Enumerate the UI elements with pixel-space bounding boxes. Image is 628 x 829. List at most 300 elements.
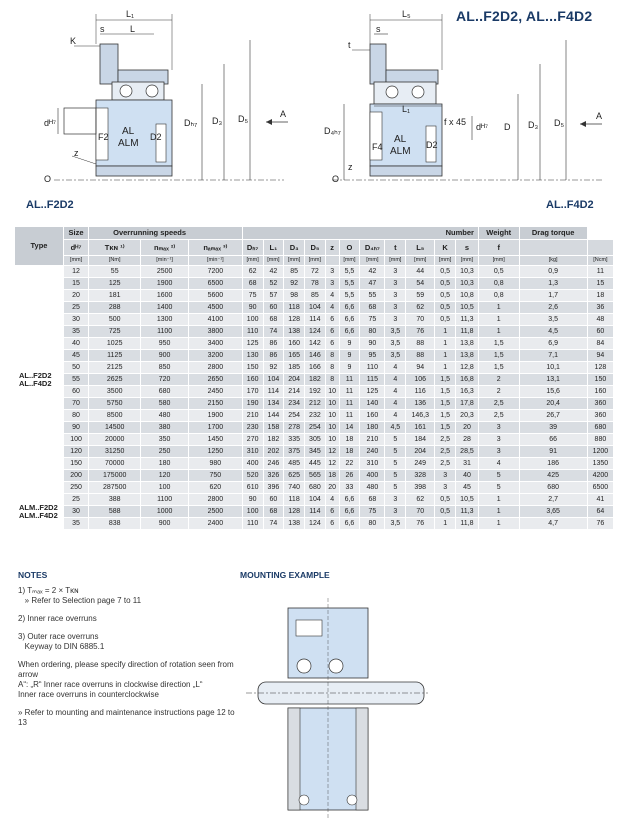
dim-l1-right: L₁ xyxy=(402,104,411,114)
table-cell: 9 xyxy=(339,338,360,350)
table-cell: 480 xyxy=(141,410,189,422)
table-cell: 138 xyxy=(284,326,305,338)
table-cell: 18 xyxy=(325,470,339,482)
table-cell: 9 xyxy=(339,350,360,362)
table-cell: 680 xyxy=(519,482,587,494)
table-cell: 1 xyxy=(435,338,456,350)
table-cell: 1250 xyxy=(188,446,242,458)
table-cell: 180 xyxy=(141,458,189,470)
table-cell: 4 xyxy=(385,374,406,386)
table-cell: 88 xyxy=(406,350,435,362)
col-unit: [mm] xyxy=(360,256,385,266)
table-cell: 12,8 xyxy=(456,362,479,374)
table-row xyxy=(15,434,614,446)
table-cell: 128 xyxy=(284,506,305,518)
table-cell: 620 xyxy=(188,482,242,494)
table-cell: 3,5 xyxy=(385,326,406,338)
table-cell: 3 xyxy=(325,266,339,278)
table-cell: 39 xyxy=(519,422,587,434)
table-cell: 44 xyxy=(406,266,435,278)
col-symbol: Dₕ₇ xyxy=(242,240,263,256)
notes-title: NOTES xyxy=(18,570,48,580)
table-cell: 13,8 xyxy=(456,338,479,350)
table-cell: 3 xyxy=(385,266,406,278)
table-cell: 90 xyxy=(360,338,385,350)
table-cell: 335 xyxy=(284,434,305,446)
dim-z-right: z xyxy=(348,162,353,172)
col-unit: [mm] xyxy=(284,256,305,266)
table-cell: 84 xyxy=(587,338,613,350)
table-cell: 1 xyxy=(435,326,456,338)
table-cell: 0,5 xyxy=(435,302,456,314)
table-cell: 20 xyxy=(456,422,479,434)
dim-s-right: s xyxy=(376,24,381,34)
table-cell: 278 xyxy=(284,422,305,434)
table-cell: 310 xyxy=(360,458,385,470)
table-cell: 98 xyxy=(284,290,305,302)
dim-d5: D₅ xyxy=(238,114,249,124)
table-cell: 360 xyxy=(587,410,613,422)
table-cell: 11 xyxy=(339,398,360,410)
table-cell: 380 xyxy=(141,422,189,434)
table-cell: 192 xyxy=(305,386,326,398)
table-cell: 2 xyxy=(478,386,519,398)
table-cell: 100 xyxy=(242,506,263,518)
table-cell: 240 xyxy=(360,446,385,458)
table-cell: 0,5 xyxy=(478,266,519,278)
header-type: Type xyxy=(15,227,64,266)
table-cell: 68 xyxy=(263,314,284,326)
table-cell: 66 xyxy=(519,434,587,446)
table-cell: 158 xyxy=(263,422,284,434)
order-text-1: When ordering, please specify direction of rotation seen from arrow xyxy=(18,660,234,679)
note-2: 2) Inner race overruns xyxy=(18,614,97,623)
table-cell: 3200 xyxy=(188,350,242,362)
table-cell: 182 xyxy=(305,374,326,386)
table-cell: 130 xyxy=(242,350,263,362)
table-cell: 4,5 xyxy=(519,326,587,338)
table-cell: 328 xyxy=(406,470,435,482)
table-cell: 100 xyxy=(64,434,89,446)
table-cell: 185 xyxy=(284,362,305,374)
table-cell: 165 xyxy=(284,350,305,362)
table-cell: 17,8 xyxy=(456,398,479,410)
table-cell: 3800 xyxy=(188,326,242,338)
table-cell: 3 xyxy=(385,494,406,506)
table-cell: 120 xyxy=(64,446,89,458)
table-cell: 30 xyxy=(64,506,89,518)
table-cell: 8 xyxy=(325,374,339,386)
table-cell: 22 xyxy=(339,458,360,470)
table-cell: 42 xyxy=(360,266,385,278)
table-cell: 125 xyxy=(242,338,263,350)
table-cell: 11,3 xyxy=(456,314,479,326)
table-cell: 4100 xyxy=(188,314,242,326)
table-cell: 5 xyxy=(385,458,406,470)
table-cell: 4 xyxy=(385,362,406,374)
table-cell: 270 xyxy=(242,434,263,446)
table-cell: 25 xyxy=(64,494,89,506)
table-cell: 214 xyxy=(284,386,305,398)
dim-d: D xyxy=(504,122,511,132)
table-cell: 16,8 xyxy=(456,374,479,386)
col-unit: [mm] xyxy=(456,256,479,266)
table-cell: 838 xyxy=(89,518,141,530)
table-cell: 60 xyxy=(587,326,613,338)
refer-text: » Refer to mounting and maintenance instructions page 12 to 13 xyxy=(18,708,235,727)
col-symbol: nₘₐₓ ²⁾ xyxy=(141,240,189,256)
table-cell: 4200 xyxy=(587,470,613,482)
table-cell: 3500 xyxy=(89,386,141,398)
table-cell: 142 xyxy=(305,338,326,350)
table-cell: 480 xyxy=(360,482,385,494)
table-cell: 750 xyxy=(188,470,242,482)
table-cell: 1200 xyxy=(587,446,613,458)
table-cell: 75 xyxy=(360,506,385,518)
table-cell: 254 xyxy=(305,422,326,434)
table-cell: 85 xyxy=(305,290,326,302)
dim-k: K xyxy=(70,36,77,46)
dim-d-h7-right: dᴴ⁷ xyxy=(476,122,489,132)
table-cell: 181 xyxy=(89,290,141,302)
table-cell: 75 xyxy=(242,290,263,302)
table-cell: 150 xyxy=(242,362,263,374)
table-cell: 48 xyxy=(587,314,613,326)
table-cell: 85 xyxy=(284,266,305,278)
table-cell: 74 xyxy=(263,326,284,338)
table-cell: 250 xyxy=(141,446,189,458)
table-cell: 150 xyxy=(64,458,89,470)
table-cell: 160 xyxy=(242,374,263,386)
table-cell: 70 xyxy=(406,506,435,518)
table-cell: 388 xyxy=(89,494,141,506)
table-cell: 11 xyxy=(339,374,360,386)
table-cell: 15,6 xyxy=(519,386,587,398)
table-cell: 6 xyxy=(325,314,339,326)
table-cell: 94 xyxy=(406,362,435,374)
table-cell: 88 xyxy=(406,338,435,350)
table-cell: 110 xyxy=(360,362,385,374)
table-cell: 86 xyxy=(263,350,284,362)
table-cell: 1 xyxy=(435,362,456,374)
table-cell: 2,7 xyxy=(519,494,587,506)
table-cell: 1,5 xyxy=(435,398,456,410)
table-cell: 146,3 xyxy=(406,410,435,422)
table-cell: 31 xyxy=(456,458,479,470)
table-cell: 100 xyxy=(141,482,189,494)
header-number: Number xyxy=(242,227,478,240)
table-cell: 2,5 xyxy=(435,446,456,458)
table-cell: 5 xyxy=(478,482,519,494)
label-d2: D2 xyxy=(150,132,162,142)
table-cell: 30 xyxy=(64,314,89,326)
dim-d-h7-cap: Dₕ₇ xyxy=(184,118,198,128)
table-row xyxy=(15,266,614,278)
table-cell: 0,8 xyxy=(478,290,519,302)
table-cell: 92 xyxy=(284,278,305,290)
table-cell: 2800 xyxy=(188,362,242,374)
table-cell: 6,6 xyxy=(339,506,360,518)
col-unit: [mm] xyxy=(263,256,284,266)
table-cell: 3,65 xyxy=(519,506,587,518)
table-cell: 33 xyxy=(339,482,360,494)
table-cell: 1,5 xyxy=(435,410,456,422)
label-alm: ALM xyxy=(118,138,139,149)
table-cell: 5 xyxy=(385,434,406,446)
col-unit: [mm] xyxy=(478,256,519,266)
table-cell: 6500 xyxy=(587,482,613,494)
table-cell: 5,5 xyxy=(339,290,360,302)
table-cell: 3 xyxy=(435,482,456,494)
table-cell: 880 xyxy=(587,434,613,446)
col-unit: [kg] xyxy=(519,256,587,266)
table-cell: 1 xyxy=(478,302,519,314)
table-row xyxy=(15,362,614,374)
table-cell: 1,5 xyxy=(435,422,456,434)
table-cell: 75 xyxy=(360,314,385,326)
table-cell: 106 xyxy=(406,374,435,386)
table-cell: 610 xyxy=(242,482,263,494)
table-cell: 45 xyxy=(456,482,479,494)
table-cell: 184 xyxy=(406,434,435,446)
table-cell: 3,5 xyxy=(519,314,587,326)
header-drag: Drag torque xyxy=(519,227,587,240)
table-cell: 12 xyxy=(325,446,339,458)
col-symbol: f xyxy=(478,240,519,256)
table-cell: 125 xyxy=(360,386,385,398)
table-cell: 182 xyxy=(263,434,284,446)
dim-t: t xyxy=(348,40,351,50)
table-cell: 100 xyxy=(242,314,263,326)
table-cell: 20000 xyxy=(89,434,141,446)
table-cell: 5750 xyxy=(89,398,141,410)
table-cell: 680 xyxy=(587,422,613,434)
arrow-a-right: A xyxy=(596,111,603,121)
table-cell: 161 xyxy=(406,422,435,434)
table-cell: 10 xyxy=(325,410,339,422)
col-symbol: L₅ xyxy=(406,240,435,256)
table-cell: 4,7 xyxy=(519,518,587,530)
order-text-2: A“: „R“ Inner race overruns in clockwise direction „L“ xyxy=(18,680,203,689)
col-unit: [mm] xyxy=(242,256,263,266)
table-cell: 204 xyxy=(284,374,305,386)
table-cell: 124 xyxy=(305,326,326,338)
table-cell: 186 xyxy=(519,458,587,470)
table-cell: 5 xyxy=(385,446,406,458)
type-cell: AL..F2D2 AL..F4D2 xyxy=(15,266,64,494)
table-cell: 3 xyxy=(385,314,406,326)
table-cell: 1450 xyxy=(188,434,242,446)
table-cell: 18 xyxy=(339,434,360,446)
table-cell: 4 xyxy=(385,398,406,410)
table-cell: 62 xyxy=(242,266,263,278)
table-cell: 2650 xyxy=(188,374,242,386)
page-heading: AL..F2D2, AL...F4D2 xyxy=(456,8,593,24)
table-cell: 42 xyxy=(263,266,284,278)
table-cell: 7200 xyxy=(188,266,242,278)
table-cell: 1 xyxy=(478,314,519,326)
table-cell: 0,5 xyxy=(435,314,456,326)
table-cell: 95 xyxy=(360,350,385,362)
note-1: 1) Tₘₐₓ = 2 × Tᴋɴ xyxy=(18,586,79,595)
table-cell: 305 xyxy=(305,434,326,446)
order-text-3: Inner race overruns in counterclockwise xyxy=(18,690,159,699)
table-cell: 114 xyxy=(305,314,326,326)
table-cell: 4 xyxy=(325,290,339,302)
table-cell: 94 xyxy=(587,350,613,362)
arrow-a: A xyxy=(280,109,287,119)
table-cell: 68 xyxy=(263,506,284,518)
table-cell: 125 xyxy=(89,278,141,290)
table-row xyxy=(15,446,614,458)
table-cell: 3 xyxy=(325,278,339,290)
table-cell: 1,7 xyxy=(519,290,587,302)
table-cell: 1000 xyxy=(141,506,189,518)
table-row xyxy=(15,290,614,302)
table-cell: 8 xyxy=(325,362,339,374)
table-cell: 92 xyxy=(263,362,284,374)
table-row xyxy=(15,422,614,434)
table-cell: 68 xyxy=(360,494,385,506)
drawing-al-f2d2 xyxy=(14,4,304,200)
table-cell: 1125 xyxy=(89,350,141,362)
table-cell: 25 xyxy=(64,302,89,314)
table-cell: 14500 xyxy=(89,422,141,434)
table-cell: 310 xyxy=(242,446,263,458)
table-cell: 160 xyxy=(284,338,305,350)
table-cell: 398 xyxy=(406,482,435,494)
table-cell: 1 xyxy=(478,518,519,530)
table-cell: 230 xyxy=(242,422,263,434)
table-row xyxy=(15,494,614,506)
table-cell: 288 xyxy=(89,302,141,314)
table-cell: 116 xyxy=(406,386,435,398)
table-cell: 35 xyxy=(64,518,89,530)
header-size: Size xyxy=(64,227,89,240)
table-cell: 10 xyxy=(325,386,339,398)
header-weight: Weight xyxy=(478,227,519,240)
table-cell: 150 xyxy=(587,374,613,386)
table-cell: 2400 xyxy=(188,518,242,530)
table-cell: 10 xyxy=(325,422,339,434)
table-row xyxy=(15,302,614,314)
table-cell: 10 xyxy=(325,434,339,446)
table-cell: 1025 xyxy=(89,338,141,350)
table-cell: 2,5 xyxy=(435,458,456,470)
table-cell: 2800 xyxy=(188,494,242,506)
table-cell: 4 xyxy=(478,458,519,470)
table-row xyxy=(15,326,614,338)
table-cell: 0,5 xyxy=(435,290,456,302)
table-cell: 104 xyxy=(263,374,284,386)
table-cell: 3,5 xyxy=(385,518,406,530)
table-cell: 3400 xyxy=(188,338,242,350)
dim-d4: D₄ₕ₇ xyxy=(324,126,341,136)
table-cell: 18 xyxy=(587,290,613,302)
table-cell: 250 xyxy=(64,482,89,494)
table-cell: 4 xyxy=(325,302,339,314)
table-cell: 104 xyxy=(305,302,326,314)
table-cell: 90 xyxy=(64,422,89,434)
col-symbol: D₃ xyxy=(284,240,305,256)
col-symbol: z xyxy=(325,240,339,256)
table-cell: 1,5 xyxy=(435,386,456,398)
table-cell: 400 xyxy=(242,458,263,470)
table-cell: 10,3 xyxy=(456,266,479,278)
table-cell: 26 xyxy=(339,470,360,482)
table-cell: 1 xyxy=(435,350,456,362)
col-symbol: nₐₘₐₓ ³⁾ xyxy=(188,240,242,256)
table-cell: 212 xyxy=(305,398,326,410)
table-row xyxy=(15,350,614,362)
table-cell: 35 xyxy=(64,326,89,338)
table-cell: 12 xyxy=(64,266,89,278)
table-cell: 20 xyxy=(64,290,89,302)
table-cell: 500 xyxy=(89,314,141,326)
col-unit: [mm] xyxy=(339,256,360,266)
table-cell: 232 xyxy=(305,410,326,422)
table-cell: 9 xyxy=(339,362,360,374)
col-unit: [mm] xyxy=(305,256,326,266)
table-row xyxy=(15,338,614,350)
table-cell: 10,1 xyxy=(519,362,587,374)
table-cell: 13,1 xyxy=(519,374,587,386)
col-symbol: K xyxy=(435,240,456,256)
table-cell: 12 xyxy=(325,458,339,470)
table-cell: 900 xyxy=(141,518,189,530)
table-cell: 5 xyxy=(385,470,406,482)
table-cell: 52 xyxy=(263,278,284,290)
table-cell: 5,5 xyxy=(339,266,360,278)
drawing-al-f4d2 xyxy=(322,4,618,200)
notes-section xyxy=(18,570,238,736)
table-cell: 114 xyxy=(263,386,284,398)
table-cell: 6 xyxy=(325,518,339,530)
table-cell: 720 xyxy=(141,374,189,386)
table-cell: 350 xyxy=(141,434,189,446)
table-cell: 11,8 xyxy=(456,518,479,530)
table-cell: 11 xyxy=(587,266,613,278)
table-cell: 5600 xyxy=(188,290,242,302)
table-cell: 234 xyxy=(284,398,305,410)
table-cell: 40 xyxy=(64,338,89,350)
dim-z: z xyxy=(74,148,79,158)
table-cell: 28,5 xyxy=(456,446,479,458)
table-cell: 0,8 xyxy=(478,278,519,290)
table-cell: 5,5 xyxy=(339,278,360,290)
table-cell: 70000 xyxy=(89,458,141,470)
table-cell: 1350 xyxy=(587,458,613,470)
table-cell: 60 xyxy=(64,386,89,398)
table-cell: 20 xyxy=(325,482,339,494)
table-cell: 80 xyxy=(64,410,89,422)
table-cell: 10,3 xyxy=(456,278,479,290)
col-unit: [mm] xyxy=(64,256,89,266)
label-al-f4d2: AL..F4D2 xyxy=(546,199,594,211)
table-cell: 120 xyxy=(141,470,189,482)
table-cell: 138 xyxy=(284,518,305,530)
table-cell: 28 xyxy=(456,434,479,446)
col-symbol: t xyxy=(385,240,406,256)
table-cell: 170 xyxy=(242,386,263,398)
table-cell: 1100 xyxy=(141,326,189,338)
table-cell: 1700 xyxy=(188,422,242,434)
table-cell: 190 xyxy=(242,398,263,410)
table-cell: 166 xyxy=(305,362,326,374)
col-symbol: s xyxy=(456,240,479,256)
table-cell: 6,9 xyxy=(519,338,587,350)
col-symbol: D₄ₕ₇ xyxy=(360,240,385,256)
